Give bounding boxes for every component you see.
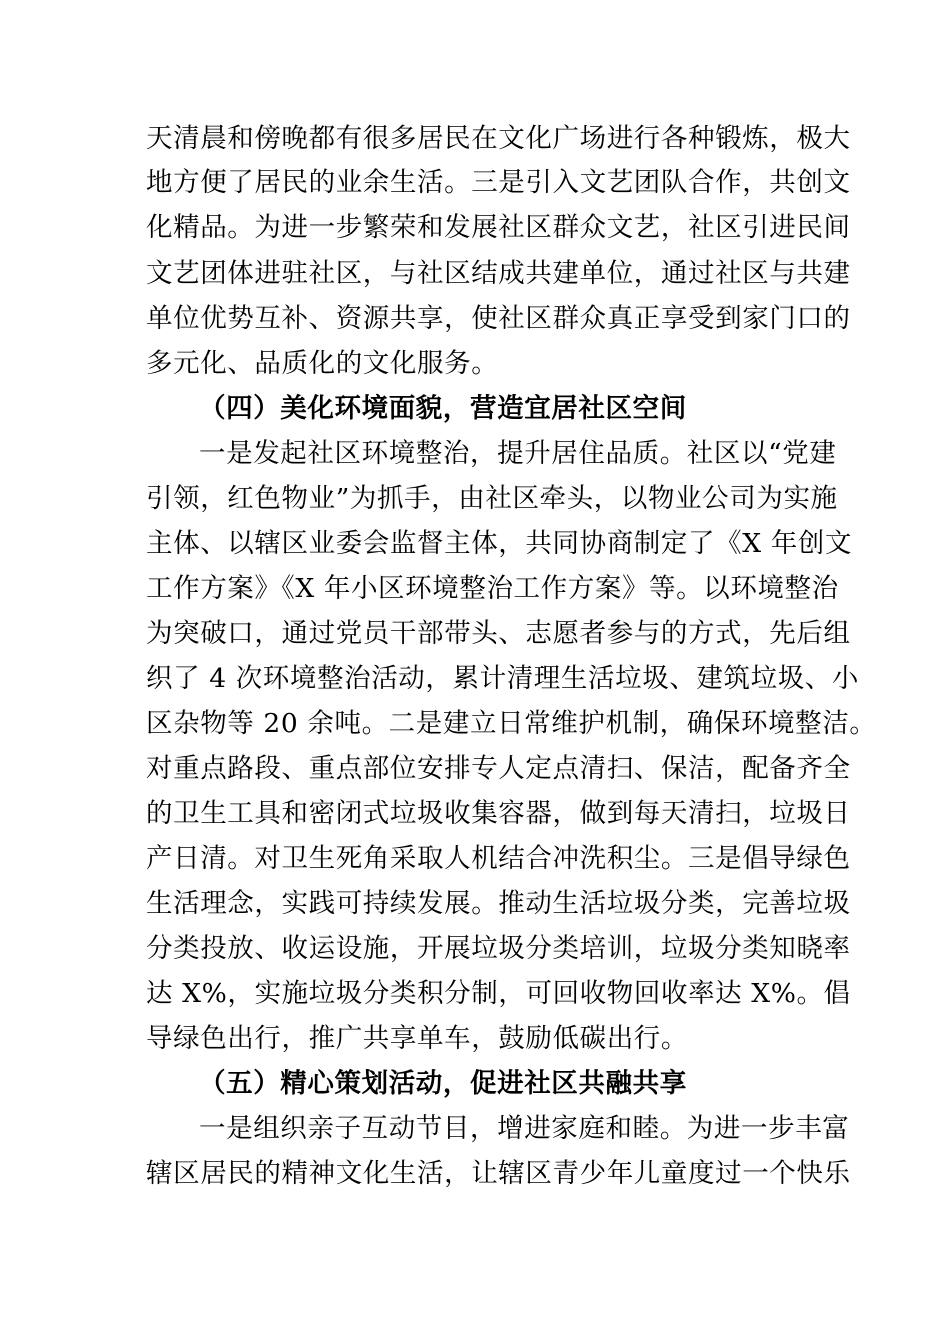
text-line: 引领，红色物业”为抓手，由社区牵头，以物业公司为实施 (146, 483, 838, 514)
text-line: 达 X%，实施垃圾分类积分制，可回收物回收率达 X%。倡 (146, 978, 851, 1009)
text-line: 工作方案》《X 年小区环境整治工作方案》等。以环境整治 (146, 573, 839, 604)
text-line: 导绿色出行，推广共享单车，鼓励低碳出行。 (146, 1023, 688, 1054)
text-line: 生活理念，实践可持续发展。推动生活垃圾分类，完善垃圾 (146, 888, 851, 919)
text-line: 为突破口，通过党员干部带头、志愿者参与的方式，先后组 (146, 618, 851, 649)
text-line: 分类投放、收运设施，开展垃圾分类培训，垃圾分类知晓率 (146, 933, 851, 964)
text-line: 多元化、品质化的文化服务。 (146, 348, 499, 379)
text-line: 区杂物等 20 余吨。二是建立日常维护机制，确保环境整洁。 (146, 708, 877, 739)
text-line: 织了 4 次环境整治活动，累计清理生活垃圾、建筑垃圾、小 (146, 663, 860, 694)
text-line: 一是发起社区环境整治，提升居住品质。社区以“党建 (199, 438, 837, 469)
section-heading: （五）精心策划活动，促进社区共融共享 (199, 1068, 687, 1099)
text-line: 文艺团体进驻社区，与社区结成共建单位，通过社区与共建 (146, 258, 851, 289)
text-line: 辖区居民的精神文化生活，让辖区青少年儿童度过一个快乐 (146, 1158, 851, 1189)
text-line: 一是组织亲子互动节目，增进家庭和睦。为进一步丰富 (199, 1113, 850, 1144)
section-heading: （四）美化环境面貌，营造宜居社区空间 (199, 393, 687, 424)
text-line: 的卫生工具和密闭式垃圾收集容器，做到每天清扫，垃圾日 (146, 798, 851, 829)
text-line: 化精品。为进一步繁荣和发展社区群众文艺，社区引进民间 (146, 212, 851, 243)
text-line: 产日清。对卫生死角采取人机结合冲洗积尘。三是倡导绿色 (146, 843, 851, 874)
text-line: 地方便了居民的业余生活。三是引入文艺团队合作，共创文 (146, 167, 851, 198)
text-line: 对重点路段、重点部位安排专人定点清扫、保洁，配备齐全 (146, 753, 851, 784)
text-line: 单位优势互补、资源共享，使社区群众真正享受到家门口的 (146, 303, 851, 334)
text-line: 天清晨和傍晚都有很多居民在文化广场进行各种锻炼，极大 (146, 123, 851, 154)
text-line: 主体、以辖区业委会监督主体，共同协商制定了《X 年创文 (146, 528, 852, 559)
